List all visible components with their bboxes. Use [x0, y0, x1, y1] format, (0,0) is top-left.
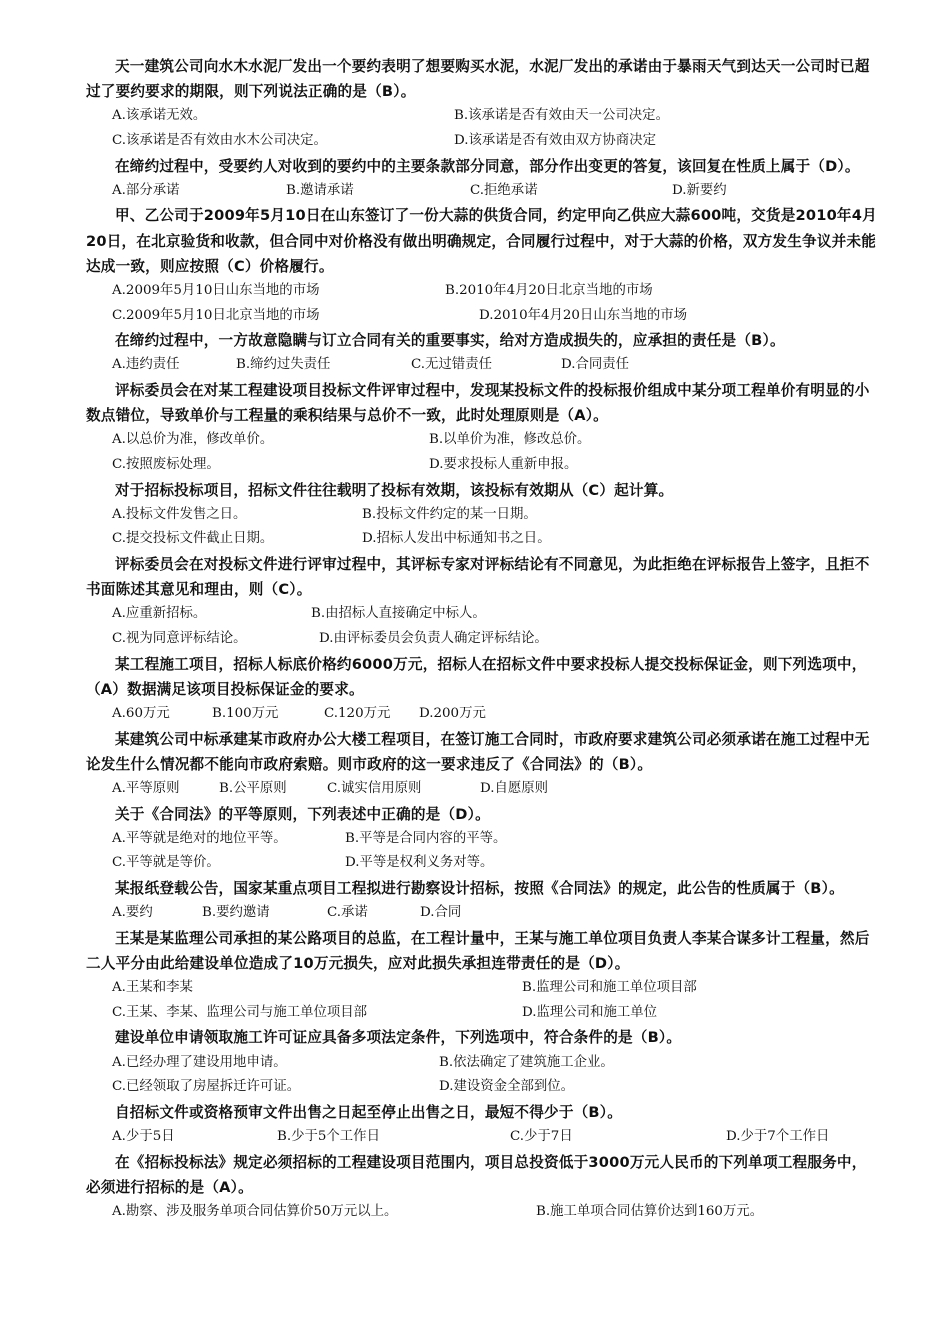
option: C.提交投标文件截止日期。 — [112, 531, 274, 547]
option: A.应重新招标。 — [112, 606, 207, 622]
option: A.该承诺无效。 — [112, 108, 207, 124]
question-stem: 在缔约过程中，受要约人对收到的要约中的主要条款部分同意，部分作出变更的答复，该回复在性质上属于（D）。 — [115, 157, 860, 175]
option: C.2009年5月10日北京当地的市场 — [112, 307, 320, 323]
option: A.要约 — [112, 905, 153, 921]
option: C.该承诺是否有效由水木公司决定。 — [112, 133, 327, 148]
option: D.建设资金全部到位。 — [439, 1079, 575, 1095]
document-page — [86, 54, 878, 1225]
question-stem: 在《招标投标法》规定必须招标的工程建设项目范围内，项目总投资低于3000万元人民币的下列单项工程服务中，必须进行招标的是（A）。 — [86, 1153, 867, 1196]
option: A.违约责任 — [112, 357, 180, 373]
option: C.按照废标处理。 — [112, 456, 220, 472]
option: D.平等是权利义务对等。 — [345, 855, 494, 871]
option: A.平等就是绝对的地位平等。 — [112, 830, 287, 846]
option-row — [86, 777, 878, 802]
option-row — [86, 279, 878, 304]
option: C.王某、李某、监理公司与施工单位项目部 — [112, 1004, 368, 1020]
question-stem: 某工程施工项目，招标人标底价格约6000万元，招标人在招标文件中要求投标人提交投标保证金，则下列选项中，（A）数据满足该项目投标保证金的要求。 — [86, 655, 867, 698]
option-row — [86, 827, 878, 852]
option: D.监理公司和施工单位 — [522, 1004, 658, 1020]
option-row — [86, 179, 878, 204]
option: D.招标人发出中标通知书之日。 — [362, 531, 551, 547]
question-stem: 甲、乙公司于2009年5月10日在山东签订了一份大蒜的供货合同，约定甲向乙供应大蒜600吨，交货是2010年4月20日，在北京验货和收款，但合同中对价格没有做出明确规定，合同履行过程中，对于大蒜的价格，双方发生争议并未能达成一致，则应按照（C）价格履行。 — [86, 207, 877, 275]
option: C.无过错责任 — [411, 357, 492, 373]
option-row — [86, 104, 878, 129]
option: A.部分承诺 — [112, 182, 180, 198]
option: B.施工单项合同估算价达到160万元。 — [536, 1203, 764, 1219]
option: A.王某和李某 — [112, 980, 193, 996]
option-row — [86, 129, 878, 154]
option: D.该承诺是否有效由双方协商决定 — [454, 133, 656, 148]
option: B.投标文件约定的某一日期。 — [362, 506, 537, 522]
option: C.已经领取了房屋拆迁许可证。 — [112, 1079, 301, 1095]
option-row — [86, 1051, 878, 1076]
option-row — [86, 702, 878, 727]
option: B.平等是合同内容的平等。 — [345, 830, 507, 846]
option: C.拒绝承诺 — [470, 182, 538, 198]
option-row — [86, 976, 878, 1001]
option: D.合同责任 — [561, 357, 630, 373]
option: B.缔约过失责任 — [236, 357, 331, 373]
option: D.新要约 — [672, 182, 727, 198]
option: B.邀请承诺 — [286, 182, 354, 198]
option: D.要求投标人重新申报。 — [429, 456, 578, 472]
option: D.2010年4月20日山东当地的市场 — [479, 307, 688, 323]
option-row — [86, 353, 878, 378]
option: A.投标文件发售之日。 — [112, 506, 247, 522]
option: D.由评标委员会负责人确定评标结论。 — [319, 630, 548, 646]
option-row — [86, 851, 878, 876]
option-row — [86, 503, 878, 528]
option: B.依法确定了建筑施工企业。 — [439, 1054, 614, 1070]
option: B.少于5个工作日 — [277, 1128, 380, 1144]
option: A.以总价为准，修改单价。 — [112, 432, 274, 448]
question-stem: 某报纸登载公告，国家某重点项目工程拟进行勘察设计招标，按照《合同法》的规定，此公告的性质属于（B）。 — [115, 879, 844, 897]
question-stem: 王某是某监理公司承担的某公路项目的总监，在工程计量中，王某与施工单位项目负责人李某合谋多计工程量，然后二人平分由此给建设单位造成了10万元损失，应对此损失承担连带责任的是（D）。 — [86, 929, 870, 972]
option: D.200万元 — [419, 705, 486, 721]
question-stem: 评标委员会在对投标文件进行评审过程中，其评标专家对评标结论有不同意见，为此拒绝在评标报告上签字，且拒不书面陈述其意见和理由，则（C）。 — [86, 555, 870, 599]
option: A.2009年5月10日山东当地的市场 — [112, 283, 320, 298]
option-row — [86, 901, 878, 926]
option: B.100万元 — [212, 705, 279, 721]
option-row — [86, 304, 878, 329]
option-row — [86, 428, 878, 453]
option: C.承诺 — [327, 905, 368, 921]
option: B.以单价为准，修改总价。 — [429, 432, 591, 448]
option: A.60万元 — [112, 705, 170, 721]
option-row — [86, 1075, 878, 1100]
option: C.诚实信用原则 — [327, 780, 422, 796]
option: C.少于7日 — [510, 1128, 573, 1144]
option: A.勘察、涉及服务单项合同估算价50万元以上。 — [112, 1203, 398, 1219]
option-row — [86, 527, 878, 552]
question-stem: 关于《合同法》的平等原则，下列表述中正确的是（D）。 — [115, 805, 490, 823]
option-row — [86, 453, 878, 478]
option: A.少于5日 — [112, 1128, 175, 1144]
option: C.平等就是等价。 — [112, 855, 220, 871]
option: D.自愿原则 — [480, 780, 549, 796]
question-stem: 在缔约过程中，一方故意隐瞒与订立合同有关的重要事实，给对方造成损失的，应承担的责任是（B）。 — [115, 332, 785, 350]
option-row — [86, 1125, 878, 1150]
option: A.平等原则 — [112, 780, 180, 796]
option: D.少于7个工作日 — [726, 1128, 830, 1144]
option-row — [86, 1001, 878, 1026]
question-stem: 自招标文件或资格预审文件出售之日起至停止出售之日，最短不得少于（B）。 — [115, 1103, 623, 1121]
question-stem: 某建筑公司中标承建某市政府办公大楼工程项目，在签订施工合同时，市政府要求建筑公司必须承诺在施工过程中无论发生什么情况都不能向市政府索赔。则市政府的这一要求违反了《合同法》的（B）。 — [86, 730, 870, 773]
question-stem: 天一建筑公司向水木水泥厂发出一个要约表明了想要购买水泥，水泥厂发出的承诺由于暴雨天气到达天一公司时已超过了要约要求的期限，则下列说法正确的是（B）。 — [86, 58, 870, 101]
option: C.120万元 — [324, 705, 391, 721]
option-row — [86, 627, 878, 652]
option: B.该承诺是否有效由天一公司决定。 — [454, 108, 669, 124]
option: D.合同 — [420, 905, 462, 921]
option: C.视为同意评标结论。 — [112, 630, 247, 646]
question-stem: 评标委员会在对某工程建设项目投标文件评审过程中，发现某投标文件的投标报价组成中某分项工程单价有明显的小数点错位，导致单价与工程量的乘积结果与总价不一致，此时处理原则是（A）。 — [86, 381, 870, 425]
question-stem: 对于招标投标项目，招标文件往往载明了投标有效期，该投标有效期从（C）起计算。 — [115, 481, 674, 499]
option-row — [86, 602, 878, 627]
option-row — [86, 1200, 878, 1225]
option: B.公平原则 — [219, 780, 287, 796]
option: B.要约邀请 — [202, 905, 270, 921]
option: A.已经办理了建设用地申请。 — [112, 1054, 287, 1070]
option: B.监理公司和施工单位项目部 — [522, 980, 697, 996]
question-stem: 建设单位申请领取施工许可证应具备多项法定条件，下列选项中，符合条件的是（B）。 — [115, 1029, 682, 1047]
option: B.由招标人直接确定中标人。 — [311, 606, 486, 622]
option: B.2010年4月20日北京当地的市场 — [445, 283, 653, 298]
